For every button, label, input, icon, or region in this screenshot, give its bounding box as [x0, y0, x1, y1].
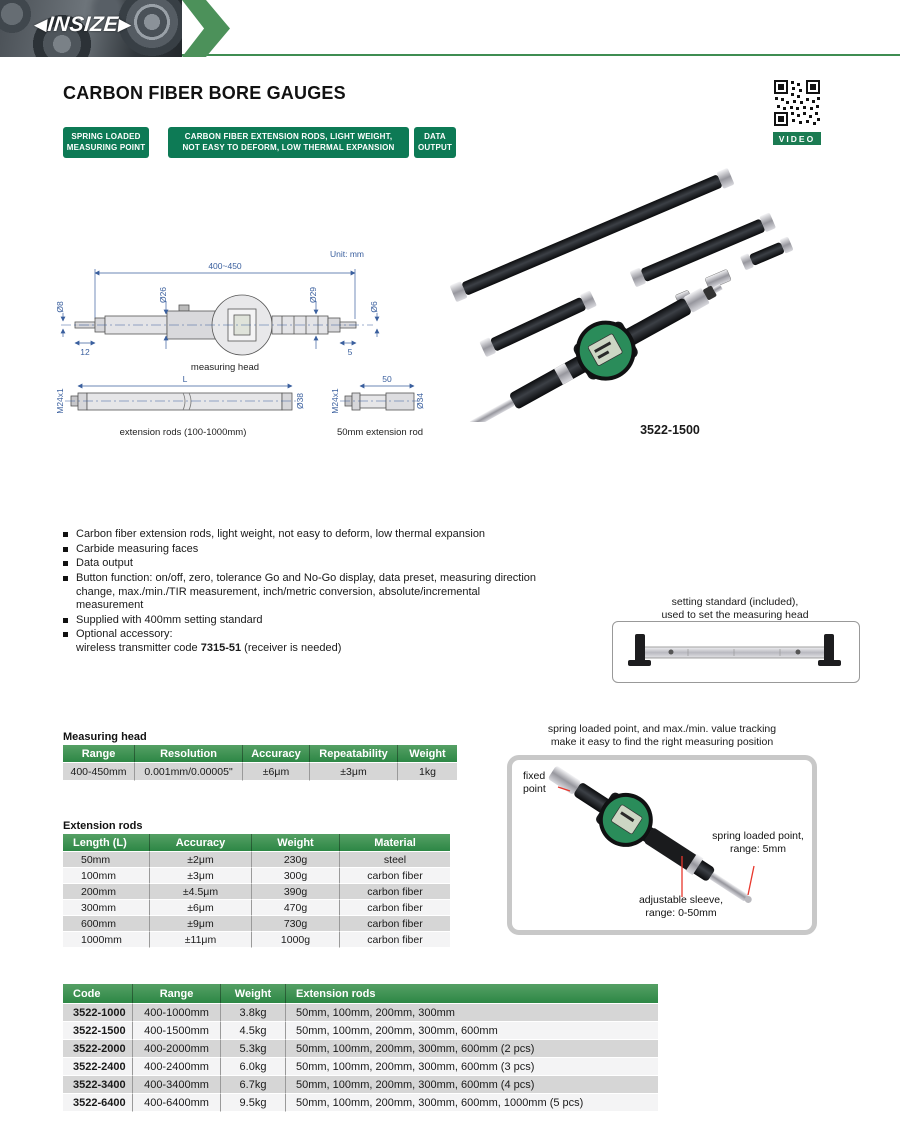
table-cell: 100mm	[63, 868, 150, 884]
note-line: point	[523, 783, 546, 796]
table-header-row	[63, 834, 450, 852]
table-cell: 50mm, 100mm, 200mm, 300mm, 600mm (4 pcs)	[286, 1076, 658, 1094]
table-cell: 50mm	[63, 852, 150, 868]
table-cell: ±3μm	[310, 763, 398, 781]
list-item	[63, 572, 545, 613]
feature-text	[76, 628, 341, 655]
extension-rods-caption: extension rods (100-1000mm)	[119, 427, 247, 438]
list-item	[63, 543, 545, 557]
column-header: Material	[340, 834, 450, 852]
carbon-rod-medium	[629, 212, 776, 287]
table-cell: 400-2000mm	[133, 1040, 221, 1058]
feature-text: Carbon fiber extension rods, light weight, not easy to deform, low thermal expansion	[76, 528, 486, 540]
note-line: adjustable sleeve,	[638, 894, 724, 906]
adjustable-sleeve-note	[628, 894, 734, 920]
accessory-code: 7315-51	[200, 642, 242, 654]
table-cell: ±11μm	[150, 932, 252, 948]
right-arrow-icon: ▶	[117, 15, 133, 34]
caption-line: spring loaded point, and max./min. value tracking	[547, 723, 777, 735]
setting-standard-box	[612, 621, 860, 683]
table-cell: 3.8kg	[221, 1004, 286, 1022]
table-row	[63, 1076, 658, 1094]
table-cell: carbon fiber	[340, 900, 450, 916]
carbon-rod-long	[449, 168, 734, 303]
column-header: Accuracy	[150, 834, 252, 852]
qr-block	[773, 79, 821, 145]
caption-line: make it easy to find the right measuring position	[550, 736, 774, 749]
dim-rod50-thread: M24x1	[330, 388, 340, 414]
column-header: Code	[63, 984, 133, 1004]
bullet-icon	[63, 561, 68, 566]
optional-accessory-detail: wireless transmitter code 7315-51 (receiver is needed)	[76, 642, 342, 654]
column-header: Repeatability	[310, 745, 398, 763]
table-cell-code: 3522-1000	[63, 1004, 133, 1022]
table-header-row	[63, 745, 457, 763]
measuring-head-caption: measuring head	[190, 362, 260, 373]
table-cell-code: 3522-3400	[63, 1076, 133, 1094]
table-cell-code: 3522-1500	[63, 1022, 133, 1040]
column-header: Extension rods	[286, 984, 658, 1004]
table-cell: 6.7kg	[221, 1076, 286, 1094]
table-cell: 4.5kg	[221, 1022, 286, 1040]
rod50-caption: 50mm extension rod	[336, 427, 424, 438]
optional-accessory-label: Optional accessory:	[76, 628, 173, 641]
dim-right-tip-diameter: Ø6	[369, 301, 379, 313]
badge-line: OUTPUT	[417, 142, 453, 152]
table-row	[63, 1094, 658, 1112]
badge-line: DATA	[424, 132, 446, 142]
badge-line: MEASURING POINT	[66, 142, 146, 152]
product-photo	[425, 160, 895, 422]
table-cell: 6.0kg	[221, 1058, 286, 1076]
table-cell: carbon fiber	[340, 916, 450, 932]
table-row	[63, 1004, 658, 1022]
video-label: VIDEO	[773, 132, 821, 145]
table-cell: ±9μm	[150, 916, 252, 932]
table-cell: 470g	[252, 900, 340, 916]
feature-text: Supplied with 400mm setting standard	[76, 613, 263, 626]
table-cell: 9.5kg	[221, 1094, 286, 1112]
column-header: Weight	[221, 984, 286, 1004]
table-cell: 1000g	[252, 932, 340, 948]
column-header: Range	[63, 745, 135, 763]
models-table	[63, 984, 658, 1112]
table-cell: 300mm	[63, 900, 150, 916]
setting-standard-image	[613, 622, 856, 679]
technical-diagram	[55, 243, 435, 443]
table-cell: carbon fiber	[340, 884, 450, 900]
page-title: CARBON FIBER BORE GAUGES	[63, 83, 346, 103]
table-cell: carbon fiber	[340, 868, 450, 884]
table-cell: 5.3kg	[221, 1040, 286, 1058]
table-cell: 390g	[252, 884, 340, 900]
badge-spring-loaded	[63, 127, 149, 158]
feature-text: Carbide measuring faces	[76, 542, 199, 555]
table-row	[63, 916, 450, 932]
table-cell: ±6μm	[243, 763, 310, 781]
column-header: Resolution	[135, 745, 243, 763]
table-row	[63, 763, 457, 781]
table-cell: 400-3400mm	[133, 1076, 221, 1094]
table-cell: 1kg	[398, 763, 457, 781]
caption-line: used to set the measuring head	[661, 609, 809, 622]
table-cell: ±4.5μm	[150, 884, 252, 900]
list-item	[63, 628, 545, 655]
list-item	[63, 614, 545, 628]
badge-carbon-fiber	[168, 127, 409, 158]
table-cell: 0.001mm/0.00005"	[135, 763, 243, 781]
qr-code-icon	[773, 79, 821, 127]
badge-line: SPRING LOADED	[71, 132, 141, 142]
note-line: fixed	[523, 770, 546, 782]
dim-body-diameter: Ø26	[158, 286, 168, 304]
dim-rod-diameter: Ø38	[295, 392, 305, 410]
spring-point-note	[697, 830, 819, 856]
table-cell: 50mm, 100mm, 200mm, 300mm, 600mm (2 pcs)	[286, 1040, 658, 1058]
table-cell-code: 3522-2000	[63, 1040, 133, 1058]
table-cell: 400-450mm	[63, 763, 135, 781]
column-header: Length (L)	[63, 834, 150, 852]
table-cell: 230g	[252, 852, 340, 868]
table-cell-code: 3522-2400	[63, 1058, 133, 1076]
logo-text: INSIZE	[46, 13, 120, 36]
extension-rods-title: Extension rods	[63, 820, 143, 832]
measuring-head-table	[63, 745, 457, 781]
measuring-head-title: Measuring head	[63, 731, 147, 743]
list-item	[63, 528, 545, 542]
table-cell: 50mm, 100mm, 200mm, 300mm, 600mm	[286, 1022, 658, 1040]
setting-standard-caption	[600, 596, 870, 622]
extension-rods-table	[63, 834, 450, 948]
dim-overall-length: 400~450	[208, 261, 242, 271]
table-cell: 400-2400mm	[133, 1058, 221, 1076]
diagram-unit-label: Unit: mm	[330, 249, 364, 259]
spring-panel-caption	[505, 723, 819, 749]
badge-line: CARBON FIBER EXTENSION RODS, LIGHT WEIGHT,	[184, 132, 393, 142]
column-header: Accuracy	[243, 745, 310, 763]
feature-text: Button function: on/off, zero, tolerance Go and No-Go display, data preset, measuring direction change, max./min./TIR measurement, inch/metric conversion, absolute/incremental measurement	[76, 571, 537, 612]
table-cell: 730g	[252, 916, 340, 932]
table-row	[63, 900, 450, 916]
caption-line: setting standard (included),	[671, 596, 799, 608]
table-cell: 300g	[252, 868, 340, 884]
insize-logo	[33, 13, 133, 37]
feature-list	[63, 528, 545, 657]
table-cell: ±6μm	[150, 900, 252, 916]
table-cell: 50mm, 100mm, 200mm, 300mm	[286, 1004, 658, 1022]
fixed-point-note	[523, 770, 563, 796]
table-cell: 600mm	[63, 916, 150, 932]
table-cell: ±3μm	[150, 868, 252, 884]
note-line: spring loaded point,	[712, 830, 804, 842]
bullet-icon	[63, 618, 68, 623]
chevron-icon	[182, 0, 230, 57]
bullet-icon	[63, 547, 68, 552]
badge-data-output	[414, 127, 456, 158]
table-row	[63, 932, 450, 948]
product-code-label: 3522-1500	[640, 423, 700, 437]
table-row	[63, 884, 450, 900]
table-cell: 1000mm	[63, 932, 150, 948]
table-row	[63, 852, 450, 868]
table-row	[63, 868, 450, 884]
dim-right-tip-length: 5	[347, 347, 353, 357]
table-cell: ±2μm	[150, 852, 252, 868]
table-cell: steel	[340, 852, 450, 868]
list-item	[63, 557, 545, 571]
table-cell: 400-1500mm	[133, 1022, 221, 1040]
table-cell: 200mm	[63, 884, 150, 900]
table-row	[63, 1040, 658, 1058]
carbon-rod-small	[740, 236, 794, 270]
column-header: Weight	[252, 834, 340, 852]
bullet-icon	[63, 576, 68, 581]
table-header-row	[63, 984, 658, 1004]
table-cell: carbon fiber	[340, 932, 450, 948]
table-cell-code: 3522-6400	[63, 1094, 133, 1112]
dim-left-tip-diameter: Ø8	[55, 301, 65, 313]
table-cell: 50mm, 100mm, 200mm, 300mm, 600mm (3 pcs)	[286, 1058, 658, 1076]
table-cell: 400-1000mm	[133, 1004, 221, 1022]
dim-rod50-length: 50	[382, 374, 392, 384]
dim-rod-length: L	[182, 374, 188, 384]
column-header: Weight	[398, 745, 457, 763]
table-row	[63, 1022, 658, 1040]
left-arrow-icon: ◀	[33, 15, 49, 34]
dim-rod50-diameter: Ø34	[415, 392, 425, 410]
table-cell: 50mm, 100mm, 200mm, 300mm, 600mm, 1000mm (5 pcs)	[286, 1094, 658, 1112]
column-header: Range	[133, 984, 221, 1004]
dim-rod-thread: M24x1	[55, 388, 65, 414]
note-line: range: 0-50mm	[645, 907, 717, 920]
dim-right-body-diameter: Ø29	[308, 286, 318, 304]
feature-text: Data output	[76, 557, 133, 570]
dim-left-tip-length: 12	[80, 347, 90, 357]
table-row	[63, 1058, 658, 1076]
bullet-icon	[63, 532, 68, 537]
table-cell: 400-6400mm	[133, 1094, 221, 1112]
bullet-icon	[63, 632, 68, 637]
note-line: range: 5mm	[729, 843, 787, 856]
badge-line: NOT EASY TO DEFORM, LOW THERMAL EXPANSION	[182, 142, 395, 152]
